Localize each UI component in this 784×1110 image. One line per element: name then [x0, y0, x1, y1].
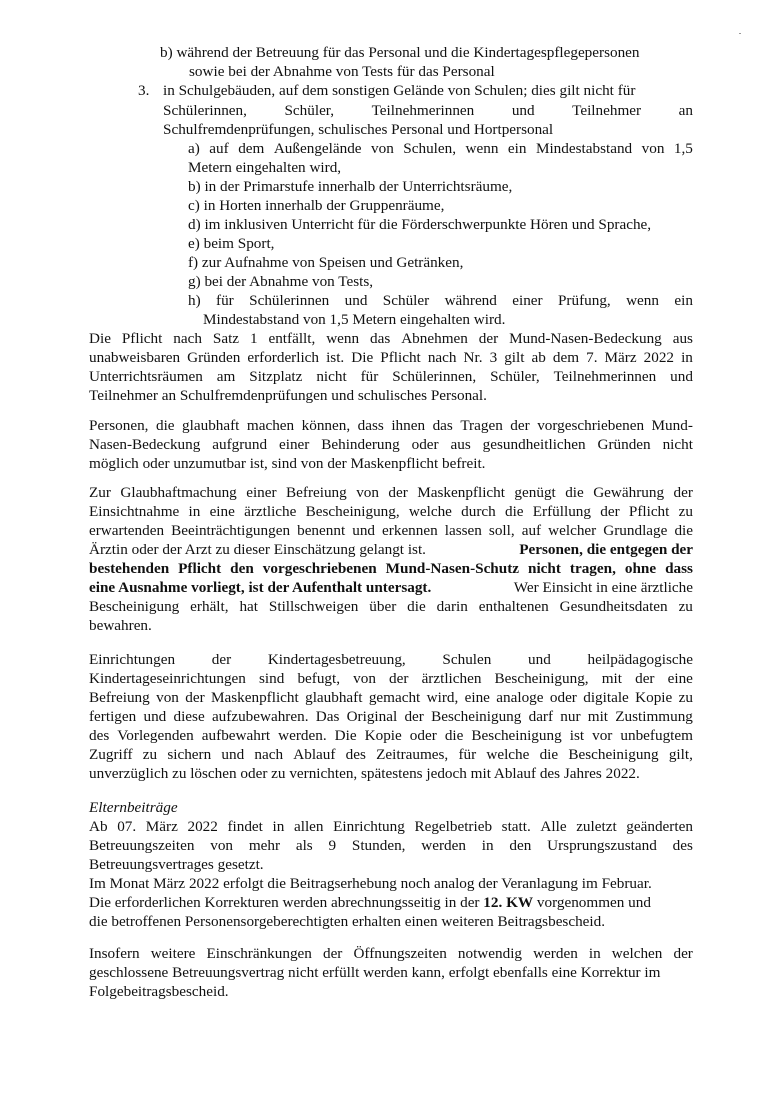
word: tragen,	[569, 560, 616, 577]
word: Gründen	[187, 349, 241, 366]
word: Nr.	[463, 349, 483, 366]
word: Pflicht	[121, 330, 163, 347]
word: erwartenden	[89, 522, 165, 539]
section-heading: Elternbeiträge	[89, 799, 178, 816]
word: für	[216, 292, 234, 309]
word: ihnen	[391, 417, 426, 434]
word: von	[210, 837, 234, 854]
word: fertigen	[89, 708, 137, 725]
word: des	[672, 837, 693, 854]
word: wenn	[626, 292, 659, 309]
word: Gewährung	[593, 484, 665, 501]
word: findet	[227, 818, 263, 835]
word: vorgeschriebenen	[262, 560, 377, 577]
word: a)	[188, 140, 200, 157]
word: können,	[301, 417, 351, 434]
word: von	[353, 670, 376, 687]
word: dass	[357, 417, 384, 434]
word: zu	[678, 598, 693, 615]
para4-line1	[89, 651, 693, 669]
word: mehr	[248, 837, 281, 854]
word: Bescheinigung	[431, 708, 522, 725]
word: oder	[409, 727, 437, 744]
word: der	[322, 945, 343, 962]
word: in	[481, 837, 494, 854]
word: werden	[533, 945, 578, 962]
word: die	[504, 503, 524, 520]
para3-line3	[89, 522, 693, 540]
para5-line3: Betreuungsvertrages gesetzt.	[89, 856, 264, 873]
word: ärztlichen	[421, 670, 482, 687]
word: der	[211, 651, 232, 668]
sub-item-h-line1	[188, 292, 693, 310]
word: an	[678, 102, 693, 119]
word: Ursprungszustand	[547, 837, 657, 854]
word: Unterrichtsräumen	[89, 368, 203, 385]
word: unabweisbaren	[89, 349, 181, 366]
word: analoge	[496, 689, 544, 706]
word: durch	[461, 503, 496, 520]
word: nach	[254, 746, 284, 763]
word: und	[352, 522, 375, 539]
word: glaubhaft	[305, 689, 363, 706]
list-item-b-line1: b) während der Betreuung für das Personal und die Kindertagespflegepersonen	[160, 44, 640, 61]
word: des	[89, 727, 110, 744]
word: welche	[408, 503, 452, 520]
word: oder	[411, 436, 439, 453]
para5-line5-post: vorgenommen und	[536, 894, 651, 911]
para1-line1	[89, 330, 693, 348]
word: Regelbetrieb	[414, 818, 493, 835]
word: zu	[678, 503, 693, 520]
word: soll,	[488, 522, 515, 539]
word: aufbewahrt	[201, 727, 271, 744]
list-item-b-line2: sowie bei der Abnahme von Tests für das Personal	[189, 63, 495, 80]
word: von	[641, 140, 665, 157]
word: Kopie	[635, 689, 673, 706]
word: ein	[507, 140, 527, 157]
word: Schulen,	[403, 140, 457, 157]
word: Die	[334, 727, 357, 744]
word: nach	[427, 349, 457, 366]
word: 3	[489, 349, 498, 366]
word: werden.	[278, 727, 327, 744]
word: Mindestabstand	[535, 140, 633, 157]
sub-item-g: g) bei der Abnahme von Tests,	[188, 273, 374, 290]
word: mit	[587, 708, 609, 725]
word: Kindertageseinrichtungen	[89, 670, 246, 687]
word: zuletzt	[576, 818, 617, 835]
word: sichern	[167, 746, 212, 763]
word: Maskenpflicht	[211, 689, 299, 706]
word: nicht	[662, 436, 693, 453]
word: Teilnehmerinnen	[371, 102, 475, 119]
word: Schülerinnen,	[392, 368, 477, 385]
word: in	[588, 945, 601, 962]
word: Grundlage	[603, 522, 668, 539]
word: Einrichtung	[333, 818, 405, 835]
para6-line2: geschlossene Betreuungsvertrag nicht erfüllt werden kann, erfolgt ebenfalls eine Korrektur im	[89, 964, 661, 981]
para3-line1	[89, 484, 693, 502]
word: März	[145, 818, 178, 835]
word: benennt	[297, 522, 346, 539]
para4-line7: unverzüglich zu löschen oder zu vernichten, spätestens jedoch mit Ablauf des Jahres 2022.	[89, 765, 640, 782]
word: in	[272, 818, 285, 835]
para3-line4-normal: Ärztin oder der Arzt zu dieser Einschätzung gelangt ist.	[89, 541, 426, 558]
word: Kindertagesbetreuung,	[267, 651, 406, 668]
word: März	[604, 349, 637, 366]
word: Das	[315, 708, 340, 725]
word: vorgeschriebenen	[537, 417, 645, 434]
word: zu	[678, 689, 693, 706]
word: und	[670, 368, 693, 385]
word: der	[478, 330, 499, 347]
word: Teilnehmerinnen	[553, 368, 657, 385]
word: während	[444, 292, 497, 309]
word: gilt	[504, 349, 525, 366]
para4-line4	[89, 708, 693, 726]
word: Schüler	[382, 292, 430, 309]
word: 2022	[187, 818, 218, 835]
word: Tragen	[460, 417, 503, 434]
para3-line8: bewahren.	[89, 617, 152, 634]
word: der	[388, 484, 408, 501]
word: Außengelände	[273, 140, 362, 157]
word: von	[356, 484, 379, 501]
word: Bescheinigung	[471, 727, 562, 744]
sub-item-c: c) in Horten innerhalb der Gruppenräume,	[188, 197, 445, 214]
para3-line4	[89, 541, 693, 559]
word: einer	[278, 436, 310, 453]
word: erhält,	[190, 598, 229, 615]
word: Prüfung,	[557, 292, 611, 309]
word: nicht	[316, 368, 347, 385]
word: Teilnehmer	[572, 102, 642, 119]
word: heilpädagogische	[587, 651, 693, 668]
word: in	[188, 503, 201, 520]
word: Zeitraumes,	[376, 746, 449, 763]
word: der	[404, 708, 424, 725]
word: und	[344, 292, 368, 309]
word: in	[681, 349, 693, 366]
word: der	[673, 945, 693, 962]
word: sind	[259, 670, 285, 687]
word: Mund-Nasen-Bedeckung	[509, 330, 662, 347]
word: Zur	[89, 484, 111, 501]
word: aufgrund	[212, 436, 268, 453]
word: Betreuungszeiten	[89, 837, 195, 854]
word: Einschränkungen	[206, 945, 312, 962]
word: nicht	[528, 560, 561, 577]
word: 1	[249, 330, 258, 347]
word: auf	[521, 522, 542, 539]
word: Behinderung	[321, 436, 400, 453]
para5-line5-bold: 12. KW	[483, 894, 534, 911]
word: ist	[569, 727, 585, 744]
word: Erfüllung	[532, 503, 591, 520]
word: Original	[346, 708, 398, 725]
word: aufzubewahren.	[211, 708, 309, 725]
word: ärztliche	[244, 503, 297, 520]
word: hat	[239, 598, 259, 615]
word: Mund-Nasen-Schutz	[385, 560, 520, 577]
word: Pflicht	[178, 560, 222, 577]
word: welchen	[611, 945, 663, 962]
para6-line3: Folgebeitragsbescheid.	[89, 983, 229, 1000]
word: Einrichtungen	[89, 651, 176, 668]
para3-line6-bold: eine Ausnahme vorliegt, ist der Aufenthalt untersagt.	[89, 579, 432, 596]
word: 9	[328, 837, 337, 854]
sub-item-h-line2: Mindestabstand von 1,5 Metern eingehalten wird.	[203, 311, 506, 328]
word: Abnehmen	[401, 330, 468, 347]
word: Personen,	[89, 417, 149, 434]
word: diese	[173, 708, 205, 725]
word: der	[635, 670, 655, 687]
word: darin	[436, 598, 468, 615]
word: wenn	[465, 140, 499, 157]
word: digitale	[583, 689, 629, 706]
word: die	[444, 727, 464, 744]
word: Stunden,	[351, 837, 406, 854]
para1-line2	[89, 349, 693, 367]
word: der	[185, 689, 205, 706]
word: eine	[464, 689, 490, 706]
list-item-3-number: 3.	[138, 82, 150, 99]
word: und	[528, 651, 551, 668]
word: Pflicht	[628, 503, 670, 520]
sub-item-a-line1	[188, 140, 693, 158]
word: Mund-	[651, 417, 693, 434]
word: Ab	[89, 818, 108, 835]
para3-line4-bold: Personen, die entgegen der	[519, 541, 693, 558]
word: ein	[674, 292, 693, 309]
word: Gesundheitsdaten	[559, 598, 668, 615]
word: h)	[188, 292, 201, 309]
word: 07.	[117, 818, 137, 835]
sub-item-e: e) beim Sport,	[188, 235, 275, 252]
word: Insofern	[89, 945, 140, 962]
word: Die	[89, 330, 111, 347]
word: bestehenden	[89, 560, 170, 577]
word: Satz	[212, 330, 240, 347]
para1-line3	[89, 368, 693, 386]
word: allen	[293, 818, 324, 835]
word: machen	[246, 417, 295, 434]
word: Ablauf	[293, 746, 336, 763]
para5-line5-pre: Die erforderlichen Korrekturen werden abrechnungsseitig in der	[89, 894, 480, 911]
word: Kopie	[364, 727, 402, 744]
word: Beeinträchtigungen	[171, 522, 291, 539]
para2-line3: möglich oder unzumutbar ist, sind von der Maskenpflicht befreit.	[89, 455, 486, 472]
word: Die	[351, 349, 374, 366]
word: Zugriff	[89, 746, 133, 763]
word: der	[510, 417, 530, 434]
sub-item-d: d) im inklusiven Unterricht für die Förderschwerpunkte Hören und Sprache,	[188, 216, 652, 233]
list-item-3-line2	[163, 102, 693, 120]
word: Zustimmung	[615, 708, 693, 725]
word: Schülerinnen,	[163, 102, 247, 119]
word: des	[345, 746, 366, 763]
word: der	[389, 670, 409, 687]
sub-item-b: b) in der Primarstufe innerhalb der Unterrichtsräume,	[188, 178, 513, 195]
word: Schülerinnen	[249, 292, 330, 309]
word: weitere	[150, 945, 196, 962]
word: wird,	[426, 689, 459, 706]
word: von	[156, 689, 179, 706]
word: und	[143, 708, 167, 725]
word: die	[407, 598, 426, 615]
list-item-3-line3: Schulfremdenprüfungen, schulisches Personal und Hortpersonal	[163, 121, 554, 138]
word: Einsichtnahme	[89, 503, 180, 520]
word: Stillschweigen	[268, 598, 359, 615]
para5-line1	[89, 818, 693, 836]
word: dass	[665, 560, 693, 577]
word: das	[432, 417, 453, 434]
word: gemacht	[368, 689, 421, 706]
word: oder	[549, 689, 577, 706]
word: nach	[173, 330, 202, 347]
word: nur	[560, 708, 581, 725]
para4-line5	[89, 727, 693, 745]
word: die	[539, 746, 559, 763]
word: als	[295, 837, 313, 854]
word: Nasen-Bedeckung	[89, 436, 201, 453]
word: 1,5	[673, 140, 693, 157]
word: das	[370, 330, 391, 347]
scan-mark	[739, 33, 741, 34]
word: einer	[512, 292, 543, 309]
word: Bescheinigung	[89, 598, 180, 615]
para6-line1	[89, 945, 693, 963]
word: für	[360, 368, 379, 385]
word: für	[458, 746, 477, 763]
word: darf	[528, 708, 554, 725]
word: zu	[142, 746, 158, 763]
word: Schulen	[442, 651, 492, 668]
word: aus	[450, 436, 471, 453]
word: und	[511, 102, 535, 119]
word: Bescheinigung,	[305, 503, 400, 520]
word: eine	[209, 503, 235, 520]
word: Gründen	[597, 436, 651, 453]
word: Befreiung	[89, 689, 150, 706]
para3-line6-normal: Wer Einsicht in eine ärztliche	[513, 579, 693, 596]
word: Pflicht	[380, 349, 421, 366]
word: Befreiung	[286, 484, 347, 501]
word: genügt	[514, 484, 556, 501]
sub-item-a-line2: Metern eingehalten wird,	[188, 159, 342, 176]
word: ab	[531, 349, 546, 366]
word: gilt,	[668, 746, 693, 763]
list-item-3-line1: in Schulgebäuden, auf dem sonstigen Gelände von Schulen; dies gilt nicht für	[163, 82, 636, 99]
word: 7.	[586, 349, 598, 366]
para1-line4: Teilnehmer an Schulfremdenprüfungen und schulisches Personal.	[89, 387, 487, 404]
word: erkennen	[382, 522, 438, 539]
para5-line5	[89, 894, 651, 912]
para3-line6	[89, 579, 693, 597]
word: Alle	[540, 818, 567, 835]
word: welche	[486, 746, 530, 763]
word: dem	[552, 349, 580, 366]
word: der	[600, 503, 620, 520]
word: mit	[601, 670, 622, 687]
word: ohne	[624, 560, 657, 577]
word: den	[509, 837, 532, 854]
word: eine	[667, 670, 693, 687]
para3-line2	[89, 503, 693, 521]
word: Schüler,	[284, 102, 335, 119]
word: einer	[246, 484, 277, 501]
word: der	[673, 484, 693, 501]
word: von	[371, 140, 394, 157]
word: Bescheinigung,	[494, 670, 589, 687]
word: Bescheinigung	[568, 746, 659, 763]
word: geänderten	[626, 818, 693, 835]
word: Glaubhaftmachung	[120, 484, 237, 501]
word: lassen	[444, 522, 482, 539]
word: auf	[209, 140, 229, 157]
word: 2022	[643, 349, 675, 366]
word: dem	[238, 140, 265, 157]
word: wenn	[326, 330, 360, 347]
word: erforderlich	[247, 349, 320, 366]
para4-line3	[89, 689, 693, 707]
para5-line2	[89, 837, 693, 855]
para3-line7	[89, 598, 693, 616]
word: die	[674, 522, 693, 539]
word: statt.	[501, 818, 531, 835]
word: den	[230, 560, 254, 577]
word: Sitzplatz	[249, 368, 303, 385]
para4-line6	[89, 746, 693, 764]
para5-line4: Im Monat März 2022 erfolgt die Beitragserhebung noch analog der Veranlagung im Februar.	[89, 875, 652, 892]
word: Maskenpflicht	[417, 484, 505, 501]
para3-line5-bold	[89, 560, 693, 578]
word: über	[369, 598, 397, 615]
word: die	[155, 417, 175, 434]
word: befugt,	[297, 670, 341, 687]
word: Schüler,	[490, 368, 540, 385]
word: werden	[421, 837, 466, 854]
para2-line1	[89, 417, 693, 435]
word: am	[216, 368, 236, 385]
word: und	[221, 746, 245, 763]
word: entfällt,	[268, 330, 316, 347]
word: Vorlegenden	[117, 727, 194, 744]
word: glaubhaft	[182, 417, 240, 434]
para4-line2	[89, 670, 693, 688]
word: welcher	[548, 522, 597, 539]
para5-line6: die betroffenen Personensorgeberechtigten erhalten einen weiteren Beitragsbescheid.	[89, 913, 606, 930]
word: vor	[592, 727, 613, 744]
word: notwendig	[457, 945, 523, 962]
word: ist.	[326, 349, 345, 366]
para2-line2	[89, 436, 693, 454]
word: enthaltenen	[478, 598, 549, 615]
word: die	[565, 484, 584, 501]
word: gesundheitlichen	[482, 436, 586, 453]
sub-item-f: f) zur Aufnahme von Speisen und Getränken,	[188, 254, 464, 271]
word: Öffnungszeiten	[353, 945, 447, 962]
word: unbefugtem	[620, 727, 693, 744]
word: aus	[672, 330, 693, 347]
